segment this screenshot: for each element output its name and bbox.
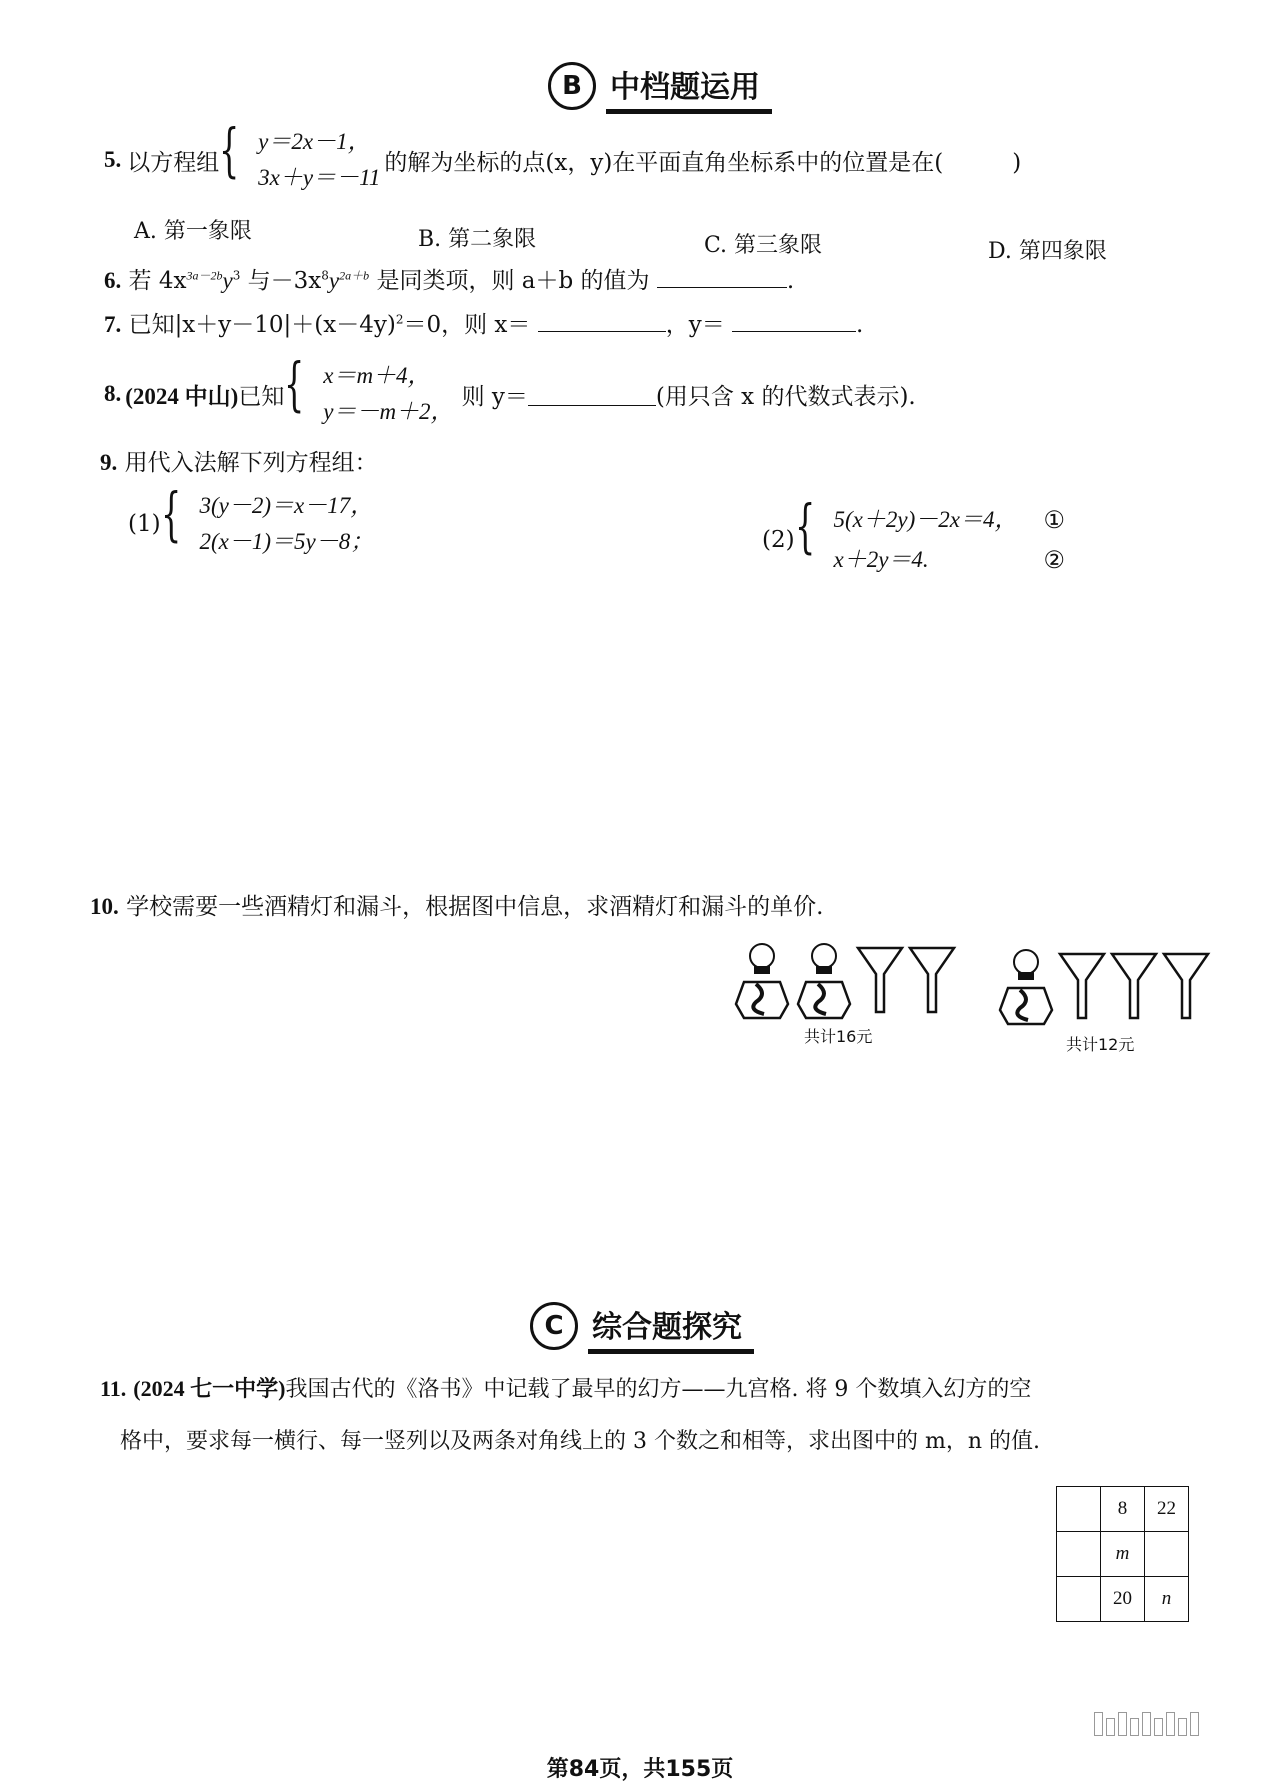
q8-source: (2024 中山): [125, 383, 239, 409]
q6-exp1: 3a－2b: [186, 268, 223, 283]
grid-cell: n: [1145, 1577, 1189, 1622]
q8-answer-blank[interactable]: [528, 383, 656, 406]
question-10: [90, 888, 823, 921]
grid-cell: [1145, 1532, 1189, 1577]
grid-cell: [1057, 1577, 1101, 1622]
q6-text-post: 是同类项，则 a＋b 的值为: [369, 268, 650, 294]
section-b-title: 中档题运用: [606, 62, 764, 110]
q9-part-2: [762, 492, 1065, 580]
q8-number: 8.: [104, 381, 122, 406]
grid-row: [1057, 1532, 1189, 1577]
q9-p1-eq1: 3(y－2)＝x－17，: [199, 493, 374, 518]
q10-figure-group-1: [732, 940, 962, 1020]
q5-eq2: 3x＋y＝－11: [258, 165, 381, 190]
q8-text: 则 y＝: [461, 383, 528, 410]
q6-y2: y: [328, 268, 340, 293]
q10-caption-1: 共计16元: [804, 1027, 873, 1046]
q11-number: 11.: [100, 1376, 127, 1401]
question-11: [100, 1372, 1031, 1403]
q7-blank-y[interactable]: [732, 309, 856, 332]
q7-number: 7.: [104, 312, 122, 337]
q5-choice-d: D. 第四象限: [988, 239, 1107, 264]
q7-blank-x[interactable]: [538, 309, 666, 332]
grid-cell: 8: [1101, 1487, 1145, 1532]
q11-line-2: 格中，要求每一横行、每一竖列以及两条对角线上的 3 个数之和相等，求出图中的 m，n 的值.: [120, 1429, 1040, 1454]
alcohol-lamp-icon: [736, 944, 788, 1018]
q10-caption-2: 共计12元: [1066, 1035, 1135, 1054]
q5-system: [219, 116, 381, 196]
section-c-badge: C: [530, 1302, 578, 1350]
grid-cell: 22: [1145, 1487, 1189, 1532]
funnel-icon: [1112, 954, 1156, 1018]
grid-cell: 20: [1101, 1577, 1145, 1622]
q11-line1: 我国古代的《洛书》中记载了最早的幻方——九宫格. 将 9 个数填入幻方的空: [285, 1377, 1032, 1402]
q5-lead: 以方程组: [127, 149, 220, 176]
funnel-icon: [1164, 954, 1208, 1018]
page-indicator: 第84页，共155页: [546, 1757, 734, 1782]
q6-exp4: 2a＋b: [339, 268, 370, 283]
q5-number: 5.: [104, 147, 122, 172]
section-b-header: [548, 62, 764, 110]
q9-p1-eq2: 2(x－1)＝5y－8；: [199, 529, 374, 554]
q8-system: [284, 350, 454, 430]
section-c-header: [530, 1302, 746, 1350]
section-c-title: 综合题探究: [588, 1302, 746, 1350]
alcohol-lamp-icon: [1000, 950, 1052, 1024]
funnel-icon: [1060, 954, 1104, 1018]
q9-p1-label: (1): [128, 511, 161, 537]
q11-source: (2024 七一中学): [133, 1376, 286, 1401]
q8-brace: {: [284, 350, 305, 418]
scan-bars-decoration: [1094, 1712, 1199, 1736]
q6-y: y: [222, 268, 233, 293]
alcohol-lamp-icon: [798, 944, 850, 1018]
q5-eq1: y＝2x－1，: [258, 129, 371, 154]
q8-eq1: x＝m＋4，: [323, 363, 431, 388]
q7-text2: ＝0，则 x＝: [403, 312, 531, 338]
q6-text-pre: 若 4x: [128, 268, 187, 294]
q10-figure-group-2: [996, 946, 1216, 1026]
q5-choice-b: B. 第二象限: [418, 227, 537, 252]
q9-p2-eq1: 5(x＋2y)－2x＝4，: [833, 507, 1018, 532]
question-9: [100, 444, 378, 477]
q6-text-mid: 与－3x: [240, 268, 322, 294]
q6-number: 6.: [104, 268, 122, 293]
q9-p1-brace: {: [160, 480, 181, 548]
funnel-icon: [910, 948, 954, 1012]
q8-eq2: y＝－m＋2，: [323, 399, 454, 424]
magic-square-grid: [1056, 1486, 1189, 1622]
question-8: [104, 350, 916, 430]
q5-tail: 的解为坐标的点(x，y)在平面直角坐标系中的位置是在( ): [384, 149, 1022, 176]
q9-part-1: [128, 480, 374, 560]
grid-row: [1057, 1487, 1189, 1532]
question-6: [104, 262, 794, 295]
q7-end: .: [856, 312, 864, 338]
q9-p1-system: [160, 480, 374, 560]
q9-p2-label: (2): [762, 527, 795, 553]
grid-cell: m: [1101, 1532, 1145, 1577]
q10-text: 学校需要一些酒精灯和漏斗，根据图中信息，求酒精灯和漏斗的单价.: [126, 894, 824, 920]
q5-choice-c: C. 第三象限: [704, 233, 823, 258]
q7-text: 已知|x＋y－10|＋(x－4y): [128, 312, 396, 338]
q5-brace: {: [219, 116, 240, 184]
q9-p2-eq2: x＋2y＝4.: [833, 547, 929, 572]
q9-text: 用代入法解下列方程组：: [124, 450, 378, 476]
q9-number: 9.: [100, 450, 118, 475]
grid-row: [1057, 1577, 1189, 1622]
q7-mid: ，y＝: [665, 312, 725, 338]
q9-p2-brace: {: [794, 492, 815, 560]
q7-sup: 2: [395, 312, 404, 327]
q10-number: 10.: [90, 894, 119, 919]
grid-cell: [1057, 1532, 1101, 1577]
q5-choice-a: A. 第一象限: [134, 219, 252, 244]
q9-p2-system: [794, 492, 1018, 580]
q9-mark-2: ②: [1043, 546, 1065, 574]
question-5: [104, 116, 1022, 196]
funnel-icon: [858, 948, 902, 1012]
grid-cell: [1057, 1487, 1101, 1532]
q6-exp3: 8: [321, 268, 329, 283]
q6-end: .: [786, 268, 795, 294]
q6-answer-blank[interactable]: [657, 265, 787, 288]
section-b-badge: B: [548, 62, 596, 110]
question-7: [104, 306, 863, 339]
q8-tail: (用只含 x 的代数式表示).: [655, 383, 916, 410]
q9-mark-1: ①: [1043, 506, 1065, 534]
q6-exp2: 3: [232, 268, 241, 283]
q8-lead: 已知: [238, 383, 285, 410]
